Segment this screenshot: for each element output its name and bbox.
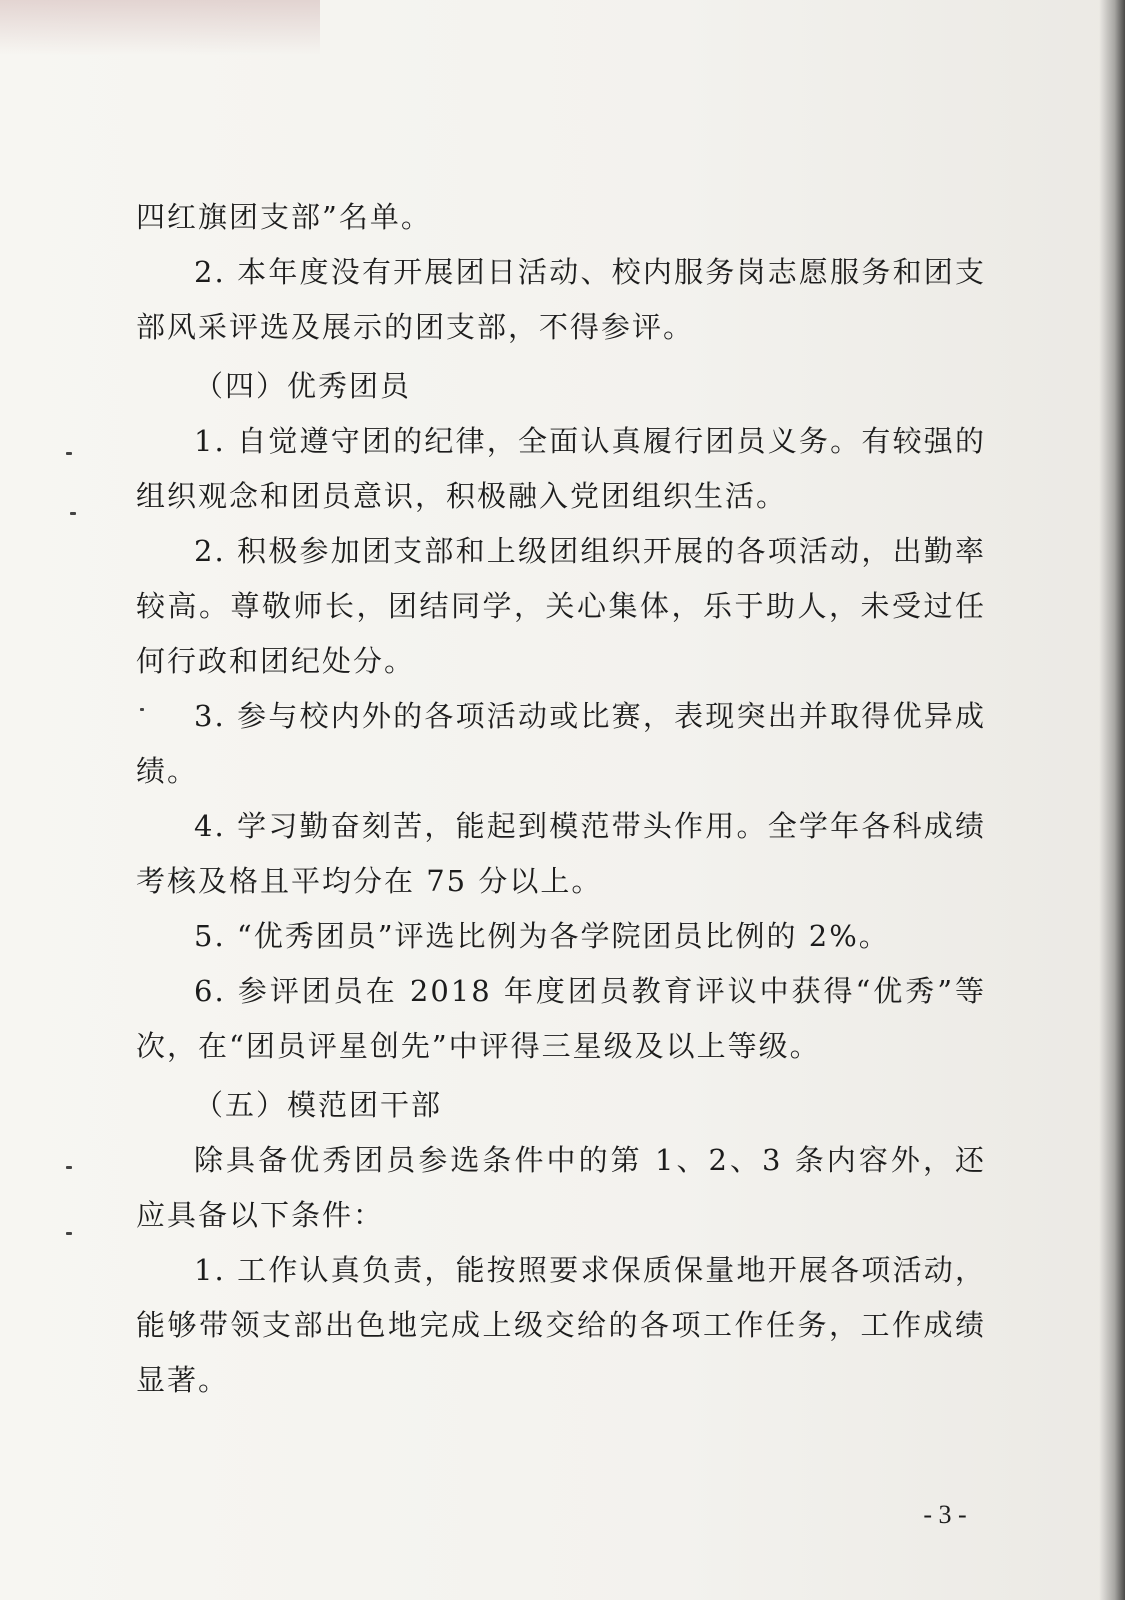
page-edge-shadow xyxy=(1099,0,1125,1600)
section-heading-model-cadres: （五）模范团干部 xyxy=(194,1088,443,1122)
paragraph-continuation: 四红旗团支部”名单。 xyxy=(136,200,432,234)
paragraph-item-1: 1. 工作认真负责，能按照要求保质保量地开展各项活动，能够带领支部出色地完成上级交给的各项工作任务，工作成绩显著。 xyxy=(136,1253,986,1397)
paragraph-item-2: 2. 积极参加团支部和上级团组织开展的各项活动，出勤率较高。尊敬师长，团结同学，关心集体，乐于助人，未受过任何行政和团纪处分。 xyxy=(136,534,986,678)
section-heading-outstanding-members: （四）优秀团员 xyxy=(194,369,412,403)
paragraph-item-3: 3. 参与校内外的各项活动或比赛，表现突出并取得优异成绩。 xyxy=(136,699,986,788)
paragraph-item-6: 6. 参评团员在 2018 年度团员教育评议中获得“优秀”等次，在“团员评星创先”中评得三星级及以上等级。 xyxy=(136,974,986,1063)
paragraph-item-2: 2. 本年度没有开展团日活动、校内服务岗志愿服务和团支部风采评选及展示的团支部，不得参评。 xyxy=(136,255,986,344)
margin-mark xyxy=(66,1232,72,1235)
page-number: - 3 - xyxy=(923,1500,967,1529)
paragraph-item-1: 1. 自觉遵守团的纪律，全面认真履行团员义务。有较强的组织观念和团员意识，积极融入党团组织生活。 xyxy=(136,424,986,513)
margin-mark xyxy=(70,512,76,515)
margin-mark xyxy=(66,452,72,455)
document-body xyxy=(136,190,986,1408)
margin-mark xyxy=(66,1166,72,1169)
paragraph-item-4: 4. 学习勤奋刻苦，能起到模范带头作用。全学年各科成绩考核及格且平均分在 75 分以上。 xyxy=(136,809,986,898)
paragraph-intro: 除具备优秀团员参选条件中的第 1、2、3 条内容外，还应具备以下条件： xyxy=(136,1143,986,1232)
paragraph-item-5: 5. “优秀团员”评选比例为各学院团员比例的 2%。 xyxy=(194,919,890,953)
paper-stain xyxy=(0,0,320,55)
